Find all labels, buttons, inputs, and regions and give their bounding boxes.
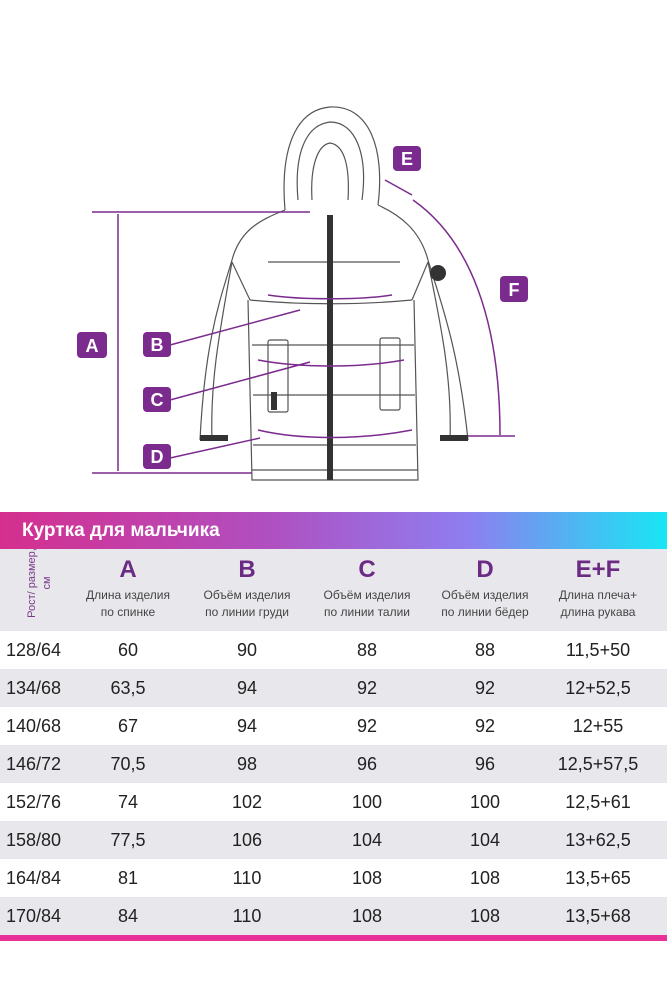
column-letter: D <box>476 556 494 583</box>
value-cell-ef: 13,5+68 <box>565 906 631 926</box>
bottom-accent-bar <box>0 935 667 941</box>
column-header-a <box>68 555 188 621</box>
size-cell: 170/84 <box>6 906 62 926</box>
value-cell-c: 108 <box>351 906 383 926</box>
label-a-text: A <box>85 336 99 356</box>
label-d <box>143 444 171 469</box>
size-cell: 146/72 <box>6 754 62 774</box>
column-desc-line2: по спинке <box>100 605 156 619</box>
column-desc-line1: Длина изделия <box>86 588 170 602</box>
size-cell: 140/68 <box>6 716 62 736</box>
value-cell-ef: 13,5+65 <box>565 868 631 888</box>
value-cell-a: 60 <box>117 640 139 660</box>
value-cell-ef: 11,5+50 <box>565 640 631 660</box>
value-cell-ef: 12+55 <box>572 716 624 736</box>
column-desc-line2: длина рукава <box>560 605 636 619</box>
banner-title: Куртка для мальчика <box>22 520 220 541</box>
value-cell-a: 81 <box>117 868 139 888</box>
column-header-d <box>425 555 545 621</box>
value-cell-ef: 12+52,5 <box>565 678 631 698</box>
sleeve-button <box>430 265 446 281</box>
value-cell-d: 104 <box>469 830 501 850</box>
label-c <box>143 387 171 412</box>
right-cuff <box>440 435 468 441</box>
size-cell: 128/64 <box>6 640 62 660</box>
column-header-ef <box>538 555 658 621</box>
value-cell-d: 96 <box>474 754 496 774</box>
value-cell-b: 106 <box>231 830 263 850</box>
value-cell-d: 92 <box>474 678 496 698</box>
value-cell-a: 70,5 <box>110 754 146 774</box>
value-cell-a: 67 <box>117 716 139 736</box>
value-cell-b: 110 <box>232 906 262 926</box>
value-cell-b: 110 <box>232 868 262 888</box>
value-cell-c: 108 <box>351 868 383 888</box>
value-cell-d: 108 <box>469 868 501 888</box>
size-cell: 134/68 <box>6 678 62 698</box>
size-header-text: Рост/ размер, см <box>26 548 53 618</box>
value-cell-ef: 12,5+61 <box>565 792 631 812</box>
table-row <box>0 745 667 783</box>
value-cell-ef: 13+62,5 <box>565 830 631 850</box>
column-desc-line2: по линии бёдер <box>441 605 529 619</box>
column-desc-line2: по линии груди <box>205 605 289 619</box>
label-f-text: F <box>508 280 520 300</box>
column-desc-line2: по линии талии <box>323 605 411 619</box>
column-letter: C <box>358 556 376 583</box>
value-cell-ef: 12,5+57,5 <box>557 754 639 774</box>
value-cell-b: 90 <box>236 640 258 660</box>
table-row <box>0 897 667 935</box>
value-cell-b: 94 <box>236 678 258 698</box>
label-b-text: B <box>150 335 164 355</box>
table-row <box>0 821 667 859</box>
jacket-outline <box>200 107 468 480</box>
label-e <box>393 146 421 171</box>
value-cell-b: 102 <box>231 792 263 812</box>
value-cell-d: 92 <box>474 716 496 736</box>
column-letter: E+F <box>575 556 621 583</box>
size-cell: 152/76 <box>6 792 62 812</box>
value-cell-c: 104 <box>351 830 383 850</box>
label-d-text: D <box>150 447 164 467</box>
value-cell-d: 88 <box>474 640 496 660</box>
value-cell-c: 88 <box>356 640 378 660</box>
label-c-text: C <box>150 390 164 410</box>
size-cell: 164/84 <box>6 868 62 888</box>
value-cell-a: 74 <box>117 792 139 812</box>
size-cell: 158/80 <box>6 830 62 850</box>
value-cell-c: 92 <box>356 716 378 736</box>
table-row <box>0 859 667 897</box>
pocket-tag <box>271 392 277 410</box>
value-cell-c: 92 <box>356 678 378 698</box>
column-header-c <box>307 555 427 621</box>
table-row <box>0 783 667 821</box>
title-banner <box>0 512 667 549</box>
column-desc-line1: Объём изделия <box>441 588 529 602</box>
value-cell-c: 96 <box>356 754 378 774</box>
value-cell-a: 77,5 <box>110 830 146 850</box>
value-cell-a: 84 <box>117 906 139 926</box>
value-cell-d: 100 <box>469 792 501 812</box>
column-letter: B <box>238 556 256 583</box>
left-cuff <box>200 435 228 441</box>
table-row <box>0 707 667 745</box>
zipper <box>327 215 333 480</box>
value-cell-c: 100 <box>351 792 383 812</box>
label-f <box>500 276 528 302</box>
column-desc-line1: Объём изделия <box>203 588 291 602</box>
column-letter: A <box>119 556 137 583</box>
label-e-text: E <box>400 149 414 169</box>
column-desc-line1: Объём изделия <box>323 588 411 602</box>
value-cell-d: 108 <box>469 906 501 926</box>
value-cell-a: 63,5 <box>110 678 146 698</box>
label-a <box>77 332 107 358</box>
table-row <box>0 669 667 707</box>
value-cell-b: 98 <box>236 754 258 774</box>
table-row <box>0 631 667 669</box>
column-header-b <box>187 555 307 621</box>
label-b <box>143 332 171 357</box>
value-cell-b: 94 <box>236 716 258 736</box>
column-desc-line1: Длина плеча+ <box>558 588 638 602</box>
